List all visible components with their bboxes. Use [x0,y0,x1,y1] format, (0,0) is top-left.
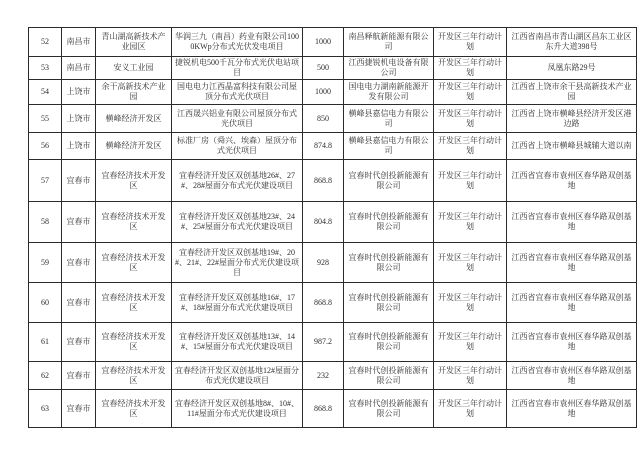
cell-plan: 开发区三年行动计划 [434,283,507,323]
cell-industrial-park: 宜春经济技术开发区 [96,283,172,323]
cell-city: 宜春市 [62,202,96,243]
cell-city: 宜春市 [62,362,96,390]
cell-capacity: 928 [303,243,344,283]
cell-plan: 开发区三年行动计划 [434,243,507,283]
cell-city: 宜春市 [62,160,96,202]
cell-index: 61 [29,323,62,362]
cell-city: 上饶市 [62,80,96,105]
cell-plan: 开发区三年行动计划 [434,323,507,362]
cell-address: 江西省宜春市袁州区春华路双创基地 [507,283,637,323]
cell-index: 54 [29,80,62,105]
cell-industrial-park: 余干高新技术产业园 [96,80,172,105]
cell-company: 宜春时代创投新能源有限公司 [344,202,434,243]
cell-company: 横峰县嘉信电力有限公司 [344,133,434,160]
cell-project-name: 国电电力江西晶富科技有限公司屋顶分布式光伏项目 [172,80,303,105]
cell-address: 江西省宜春市袁州区春华路双创基地 [507,160,637,202]
table-row [29,80,637,105]
cell-address: 江西省上饶市横峰县经济开发区港边路 [507,105,637,133]
cell-capacity: 850 [303,105,344,133]
cell-project-name: 宜春经济开发区双创基地8#、10#、11#屋面分布式光伏建设项目 [172,390,303,428]
table-row [29,390,637,428]
cell-industrial-park: 横峰经济开发区 [96,105,172,133]
cell-company: 宜春时代创投新能源有限公司 [344,362,434,390]
cell-plan: 开发区三年行动计划 [434,28,507,57]
cell-industrial-park: 宜春经济技术开发区 [96,202,172,243]
cell-industrial-park: 青山湖高新技术产业园区 [96,28,172,57]
cell-capacity: 868.8 [303,160,344,202]
cell-index: 53 [29,57,62,80]
cell-capacity: 987.2 [303,323,344,362]
cell-project-name: 宜春经济开发区双创基地16#、17#、18#屋面分布式光伏建设项目 [172,283,303,323]
cell-address: 江西省宜春市袁州区春华路双创基地 [507,243,637,283]
cell-index: 57 [29,160,62,202]
cell-industrial-park: 宜春经济技术开发区 [96,243,172,283]
table-row [29,133,637,160]
cell-plan: 开发区三年行动计划 [434,57,507,80]
table-row [29,202,637,243]
cell-capacity: 1000 [303,80,344,105]
cell-address: 江西省宜春市袁州区春华路双创基地 [507,323,637,362]
cell-index: 55 [29,105,62,133]
cell-project-name: 标准厂房（舜兴、埃森）屋顶分布式光伏项目 [172,133,303,160]
cell-plan: 开发区三年行动计划 [434,362,507,390]
cell-capacity: 804.8 [303,202,344,243]
cell-plan: 开发区三年行动计划 [434,105,507,133]
cell-company: 宜春时代创投新能源有限公司 [344,390,434,428]
cell-industrial-park: 宜春经济技术开发区 [96,362,172,390]
cell-company: 宜春时代创投新能源有限公司 [344,243,434,283]
cell-company: 江西捷锐机电设备有限公司 [344,57,434,80]
cell-project-name: 华润三九（南昌）药业有限公司1000KWp分布式光伏发电项目 [172,28,303,57]
cell-address: 江西省上饶市横峰县城辅大道以南 [507,133,637,160]
cell-plan: 开发区三年行动计划 [434,80,507,105]
cell-address: 江西省上饶市余干县高新技术产业园 [507,80,637,105]
cell-plan: 开发区三年行动计划 [434,202,507,243]
table-row [29,105,637,133]
cell-capacity: 874.8 [303,133,344,160]
table-body [29,28,637,428]
cell-address: 江西省南昌市青山湖区昌东工业区东升大道398号 [507,28,637,57]
pv-projects-table [28,27,637,428]
cell-project-name: 宜春经济开发区双创基地23#、24#、25#屋面分布式光伏建设项目 [172,202,303,243]
cell-city: 宜春市 [62,323,96,362]
cell-company: 国电电力湖南新能源开发有限公司 [344,80,434,105]
cell-plan: 开发区三年行动计划 [434,390,507,428]
cell-index: 56 [29,133,62,160]
cell-company: 宜春时代创投新能源有限公司 [344,160,434,202]
cell-capacity: 500 [303,57,344,80]
table-row [29,57,637,80]
cell-project-name: 宜春经济开发区双创基地26#、27#、28#屋面分布式光伏建设项目 [172,160,303,202]
cell-company: 横峰县嘉信电力有限公司 [344,105,434,133]
cell-city: 南昌市 [62,57,96,80]
table-row [29,323,637,362]
cell-industrial-park: 宜春经济技术开发区 [96,160,172,202]
cell-company: 南昌释航新能源有限公司 [344,28,434,57]
cell-address: 江西省宜春市袁州区春华路双创基地 [507,202,637,243]
table-row [29,243,637,283]
cell-plan: 开发区三年行动计划 [434,133,507,160]
cell-capacity: 868.8 [303,390,344,428]
cell-city: 宜春市 [62,390,96,428]
cell-industrial-park: 安义工业园 [96,57,172,80]
cell-address: 江西省宜春市袁州区春华路双创基地 [507,390,637,428]
cell-address: 江西省宜春市袁州区春华路双创基地 [507,362,637,390]
cell-city: 上饶市 [62,105,96,133]
cell-index: 63 [29,390,62,428]
cell-project-name: 宜春经济开发区双创基地19#、20#、21#、22#屋面分布式光伏建设项目 [172,243,303,283]
cell-company: 宜春时代创投新能源有限公司 [344,283,434,323]
cell-project-name: 捷锐机电500千瓦分布式光伏电站项目 [172,57,303,80]
cell-plan: 开发区三年行动计划 [434,160,507,202]
table-row [29,160,637,202]
cell-project-name: 宜春经济开发区双创基地13#、14#、15#屋面分布式光伏建设项目 [172,323,303,362]
cell-project-name: 江西晟兴铝业有限公司屋顶分布式光伏项目 [172,105,303,133]
cell-industrial-park: 横峰经济开发区 [96,133,172,160]
cell-industrial-park: 宜春经济技术开发区 [96,323,172,362]
cell-index: 59 [29,243,62,283]
cell-city: 宜春市 [62,283,96,323]
cell-city: 宜春市 [62,243,96,283]
cell-index: 60 [29,283,62,323]
cell-capacity: 868.8 [303,283,344,323]
table-row [29,28,637,57]
cell-capacity: 232 [303,362,344,390]
cell-index: 52 [29,28,62,57]
cell-capacity: 1000 [303,28,344,57]
cell-project-name: 宜春经济开发区双创基地12#屋面分布式光伏建设项目 [172,362,303,390]
cell-address: 凤凰东路29号 [507,57,637,80]
cell-index: 58 [29,202,62,243]
cell-index: 62 [29,362,62,390]
table-row [29,362,637,390]
cell-company: 宜春时代创投新能源有限公司 [344,323,434,362]
cell-city: 南昌市 [62,28,96,57]
cell-industrial-park: 宜春经济技术开发区 [96,390,172,428]
table-row [29,283,637,323]
cell-city: 上饶市 [62,133,96,160]
